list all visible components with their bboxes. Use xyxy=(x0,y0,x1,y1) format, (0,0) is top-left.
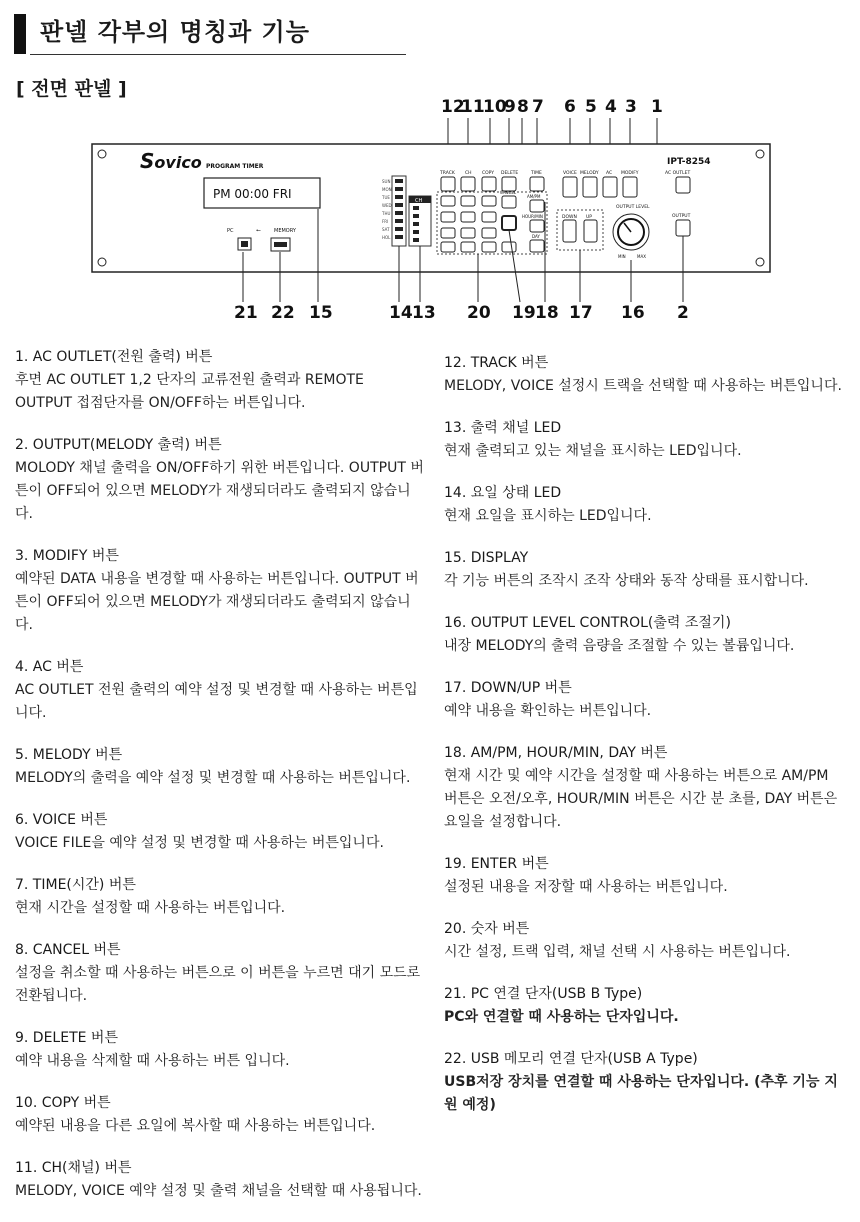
pc-port-label: PC xyxy=(227,228,234,234)
svg-text:COPY: COPY xyxy=(482,171,495,176)
description-item-2: 2. OUTPUT(MELODY 출력) 버튼 MOLODY 채널 출력을 ON/OFF하기 위한 버튼입니다. OUTPUT 버튼이 OFF되어 있으면 MELODY가 재생되더라도 출력되지 않습니다. xyxy=(15,437,424,522)
copy-button xyxy=(482,177,496,191)
svg-text:HOL: HOL xyxy=(382,235,391,240)
right-description-column xyxy=(444,352,844,1136)
description-item-19: 19. ENTER 버튼 설정된 내용을 저장할 때 사용하는 버튼입니다. xyxy=(444,856,728,895)
svg-text:MAX: MAX xyxy=(637,254,646,259)
callout-9: 9 xyxy=(504,97,516,117)
description-item-18: 18. AM/PM, HOUR/MIN, DAY 버튼 현재 시간 및 예약 시간을 설정할 때 사용하는 버튼으로 AM/PM 버튼은 오전/오후, HOUR/MIN 버튼은 시간 분 초를, DAY 버튼은 요일을 설정합니다. xyxy=(444,745,838,830)
front-panel-diagram xyxy=(0,92,860,328)
callout-20: 20 xyxy=(467,303,491,323)
callout-7: 7 xyxy=(532,97,544,117)
callout-21: 21 xyxy=(234,303,258,323)
enter-button xyxy=(502,216,516,230)
svg-text:DAY: DAY xyxy=(532,234,540,239)
voice-button xyxy=(563,177,577,197)
up-button xyxy=(584,220,597,242)
ac-outlet-button xyxy=(676,177,690,193)
callout-19: 19 xyxy=(512,303,536,323)
svg-text:MON: MON xyxy=(382,187,392,192)
svg-text:HOUR/MIN: HOUR/MIN xyxy=(522,214,543,219)
page-title: 판넬 각부의 명칭과 기능 xyxy=(40,18,310,46)
down-button xyxy=(563,220,576,242)
ch-button xyxy=(461,177,475,191)
header-underline xyxy=(30,54,406,55)
product-label: PROGRAM TIMER xyxy=(206,163,264,170)
svg-text:DOWN: DOWN xyxy=(562,215,577,220)
callout-11: 11 xyxy=(461,97,485,117)
callout-2: 2 xyxy=(677,303,689,323)
description-item-14: 14. 요일 상태 LED 현재 요일을 표시하는 LED입니다. xyxy=(444,485,652,524)
svg-text:CH: CH xyxy=(415,198,423,204)
svg-text:UP: UP xyxy=(586,215,593,220)
svg-text:VOICE: VOICE xyxy=(563,171,577,176)
description-item-20: 20. 숫자 버튼 시간 설정, 트랙 입력, 채널 선택 시 사용하는 버튼입니다. xyxy=(444,921,791,960)
callout-18: 18 xyxy=(535,303,559,323)
description-item-4: 4. AC 버튼 AC OUTLET 전원 출력의 예약 설정 및 변경할 때 사용하는 버튼입니다. xyxy=(15,659,418,721)
melody-button xyxy=(583,177,597,197)
ampm-button xyxy=(530,200,544,212)
header-accent-bar xyxy=(14,14,26,54)
callout-14: 14 xyxy=(389,303,413,323)
left-description-column xyxy=(15,346,425,1222)
output-button xyxy=(676,220,690,236)
usb-icon: ⭠ xyxy=(256,227,261,234)
svg-text:SUN: SUN xyxy=(382,179,391,184)
description-item-1: 1. AC OUTLET(전원 출력) 버튼 후면 AC OUTLET 1,2 단자의 교류전원 출력과 REMOTE OUTPUT 접점단자를 ON/OFF하는 버튼입니다. xyxy=(15,349,364,411)
description-item-16: 16. OUTPUT LEVEL CONTROL(출력 조절기) 내장 MELODY의 출력 음량을 조절할 수 있는 볼륨입니다. xyxy=(444,615,795,654)
time-button xyxy=(530,177,544,191)
svg-text:FRI: FRI xyxy=(382,219,389,224)
description-item-7: 7. TIME(시간) 버튼 현재 시간을 설정할 때 사용하는 버튼입니다. xyxy=(15,877,286,916)
brand-logo: Sovico xyxy=(140,149,202,173)
section-title: [ 전면 판넬 ] xyxy=(16,78,127,100)
svg-text:MODIFY: MODIFY xyxy=(621,171,639,176)
svg-text:CANCEL: CANCEL xyxy=(500,190,517,195)
description-item-15: 15. DISPLAY 각 기능 버튼의 조작시 조작 상태와 동작 상태를 표시합니다. xyxy=(444,550,809,589)
callout-5: 5 xyxy=(585,97,597,117)
svg-text:SAT: SAT xyxy=(382,227,390,232)
hourmin-button xyxy=(530,220,544,232)
svg-text:TIME: TIME xyxy=(531,171,542,176)
track-button xyxy=(441,177,455,191)
description-item-13: 13. 출력 채널 LED 현재 출력되고 있는 채널을 표시하는 LED입니다. xyxy=(444,420,742,459)
svg-text:DELETE: DELETE xyxy=(501,171,519,176)
description-item-10: 10. COPY 버튼 예약된 내용을 다른 요일에 복사할 때 사용하는 버튼입니다. xyxy=(15,1095,376,1134)
usb-port-label: MEMORY xyxy=(274,228,296,234)
callout-13: 13 xyxy=(412,303,436,323)
description-item-12: 12. TRACK 버튼 MELODY, VOICE 설정시 트랙을 선택할 때 사용하는 버튼입니다. xyxy=(444,355,842,394)
callout-15: 15 xyxy=(309,303,333,323)
svg-text:AC: AC xyxy=(606,171,613,176)
svg-text:TRACK: TRACK xyxy=(440,171,455,176)
description-item-22: 22. USB 메모리 연결 단자(USB A Type) USB저장 장치를 연결할 때 사용하는 단자입니다. (추후 기능 지원 예정) xyxy=(444,1051,838,1113)
callout-12: 12 xyxy=(441,97,465,117)
svg-text:AC OUTLET: AC OUTLET xyxy=(665,171,691,176)
svg-text:MIN: MIN xyxy=(618,254,626,259)
description-item-9: 9. DELETE 버튼 예약 내용을 삭제할 때 사용하는 버튼 입니다. xyxy=(15,1030,290,1069)
callout-6: 6 xyxy=(564,97,576,117)
ac-button xyxy=(603,177,617,197)
callout-17: 17 xyxy=(569,303,593,323)
description-item-3: 3. MODIFY 버튼 예약된 DATA 내용을 변경할 때 사용하는 버튼입니다. OUTPUT 버튼이 OFF되어 있으면 MELODY가 재생되더라도 출력되지 않습니다. xyxy=(15,548,419,633)
channel-led-group xyxy=(409,196,431,246)
svg-text:AM/PM: AM/PM xyxy=(527,194,541,199)
callout-10: 10 xyxy=(483,97,507,117)
description-item-6: 6. VOICE 버튼 VOICE FILE을 예약 설정 및 변경할 때 사용하는 버튼입니다. xyxy=(15,812,384,851)
description-item-11: 11. CH(채널) 버튼 MELODY, VOICE 예약 설정 및 출력 채널을 선택할 때 사용됩니다. xyxy=(15,1160,422,1199)
description-item-8: 8. CANCEL 버튼 설정을 취소할 때 사용하는 버튼으로 이 버튼을 누르면 대기 모드로 전환됩니다. xyxy=(15,942,421,1004)
callout-4: 4 xyxy=(605,97,617,117)
svg-text:OUTPUT: OUTPUT xyxy=(672,214,691,219)
svg-text:MELODY: MELODY xyxy=(580,171,599,176)
callout-22: 22 xyxy=(271,303,295,323)
callout-1: 1 xyxy=(651,97,663,117)
description-item-21: 21. PC 연결 단자(USB B Type) PC와 연결할 때 사용하는 단자입니다. xyxy=(444,986,679,1025)
modify-button xyxy=(623,177,637,197)
day-button xyxy=(530,240,544,252)
callout-3: 3 xyxy=(625,97,637,117)
svg-text:TUE: TUE xyxy=(382,195,390,200)
svg-text:OUTPUT LEVEL: OUTPUT LEVEL xyxy=(616,205,650,210)
svg-text:THU: THU xyxy=(382,211,391,216)
svg-text:CH: CH xyxy=(465,171,472,176)
display-text: PM 00:00 FRI xyxy=(213,187,292,201)
model-label: IPT-8254 xyxy=(667,157,711,167)
day-led-group xyxy=(381,176,406,246)
delete-button xyxy=(502,177,516,191)
svg-text:WED: WED xyxy=(382,203,392,208)
cancel-button xyxy=(502,196,516,208)
description-item-5: 5. MELODY 버튼 MELODY의 출력을 예약 설정 및 변경할 때 사용하는 버튼입니다. xyxy=(15,747,411,786)
callout-8: 8 xyxy=(517,97,529,117)
callout-16: 16 xyxy=(621,303,645,323)
description-item-17: 17. DOWN/UP 버튼 예약 내용을 확인하는 버튼입니다. xyxy=(444,680,652,719)
